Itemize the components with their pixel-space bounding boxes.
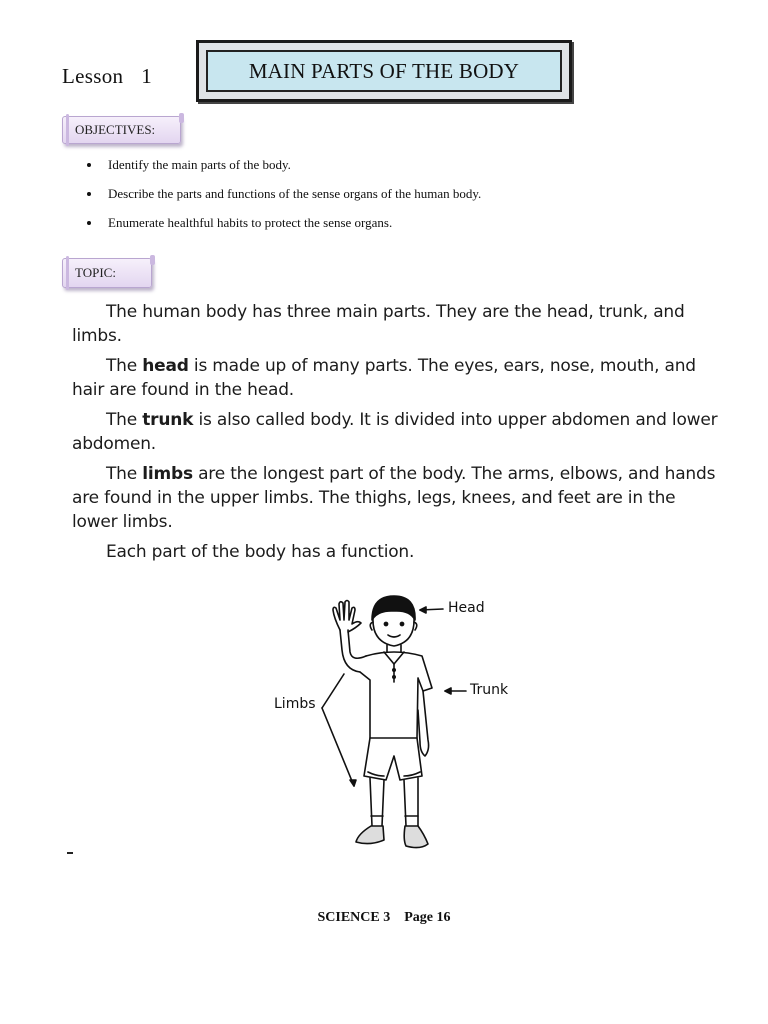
label-limbs: Limbs bbox=[274, 696, 316, 712]
term-trunk: trunk bbox=[142, 410, 194, 430]
objective-item: Identify the main parts of the body. bbox=[84, 156, 481, 185]
topic-paragraph-2 bbox=[72, 354, 722, 402]
p4-pre: The bbox=[106, 464, 143, 484]
topic-paragraph-3 bbox=[72, 408, 722, 456]
topic-body bbox=[72, 300, 722, 570]
boy-illustration bbox=[260, 590, 540, 860]
objective-item: Describe the parts and functions of the sense organs of the human body. bbox=[84, 185, 481, 214]
footer-page: Page 16 bbox=[404, 910, 451, 925]
p2-post: is made up of many parts. The eyes, ears, nose, mouth, and hair are found in the head. bbox=[72, 356, 696, 400]
objectives-label: OBJECTIVES: bbox=[75, 122, 156, 137]
topic-paragraph-4 bbox=[72, 462, 722, 534]
topic-paragraph-1: The human body has three main parts. They are the head, trunk, and limbs. bbox=[72, 302, 685, 346]
term-head: head bbox=[142, 356, 189, 376]
objectives-tag bbox=[62, 116, 181, 144]
lesson-heading bbox=[62, 64, 152, 89]
p2-pre: The bbox=[106, 356, 143, 376]
topic-tag bbox=[62, 258, 152, 288]
body-parts-figure bbox=[260, 590, 540, 860]
p3-post: is also called body. It is divided into upper abdomen and lower abdomen. bbox=[72, 410, 718, 454]
objectives-list bbox=[84, 156, 481, 243]
page-title: MAIN PARTS OF THE BODY bbox=[206, 50, 562, 92]
lesson-number: 1 bbox=[141, 64, 153, 88]
topic-paragraph-5: Each part of the body has a function. bbox=[106, 542, 415, 562]
lesson-label: Lesson bbox=[62, 64, 124, 88]
label-trunk: Trunk bbox=[470, 682, 509, 698]
page-footer bbox=[0, 910, 768, 926]
footer-subject: SCIENCE 3 bbox=[317, 910, 391, 925]
label-head: Head bbox=[448, 600, 485, 616]
topic-label: TOPIC: bbox=[75, 265, 116, 280]
term-limbs: limbs bbox=[142, 464, 193, 484]
title-box bbox=[196, 40, 572, 102]
p3-pre: The bbox=[106, 410, 143, 430]
stray-dash bbox=[67, 852, 73, 854]
p4-post: are the longest part of the body. The arms, elbows, and hands are found in the upper limbs. The thighs, legs, knees, and feet are in the lower limbs. bbox=[72, 464, 716, 532]
objective-item: Enumerate healthful habits to protect the sense organs. bbox=[84, 214, 481, 243]
